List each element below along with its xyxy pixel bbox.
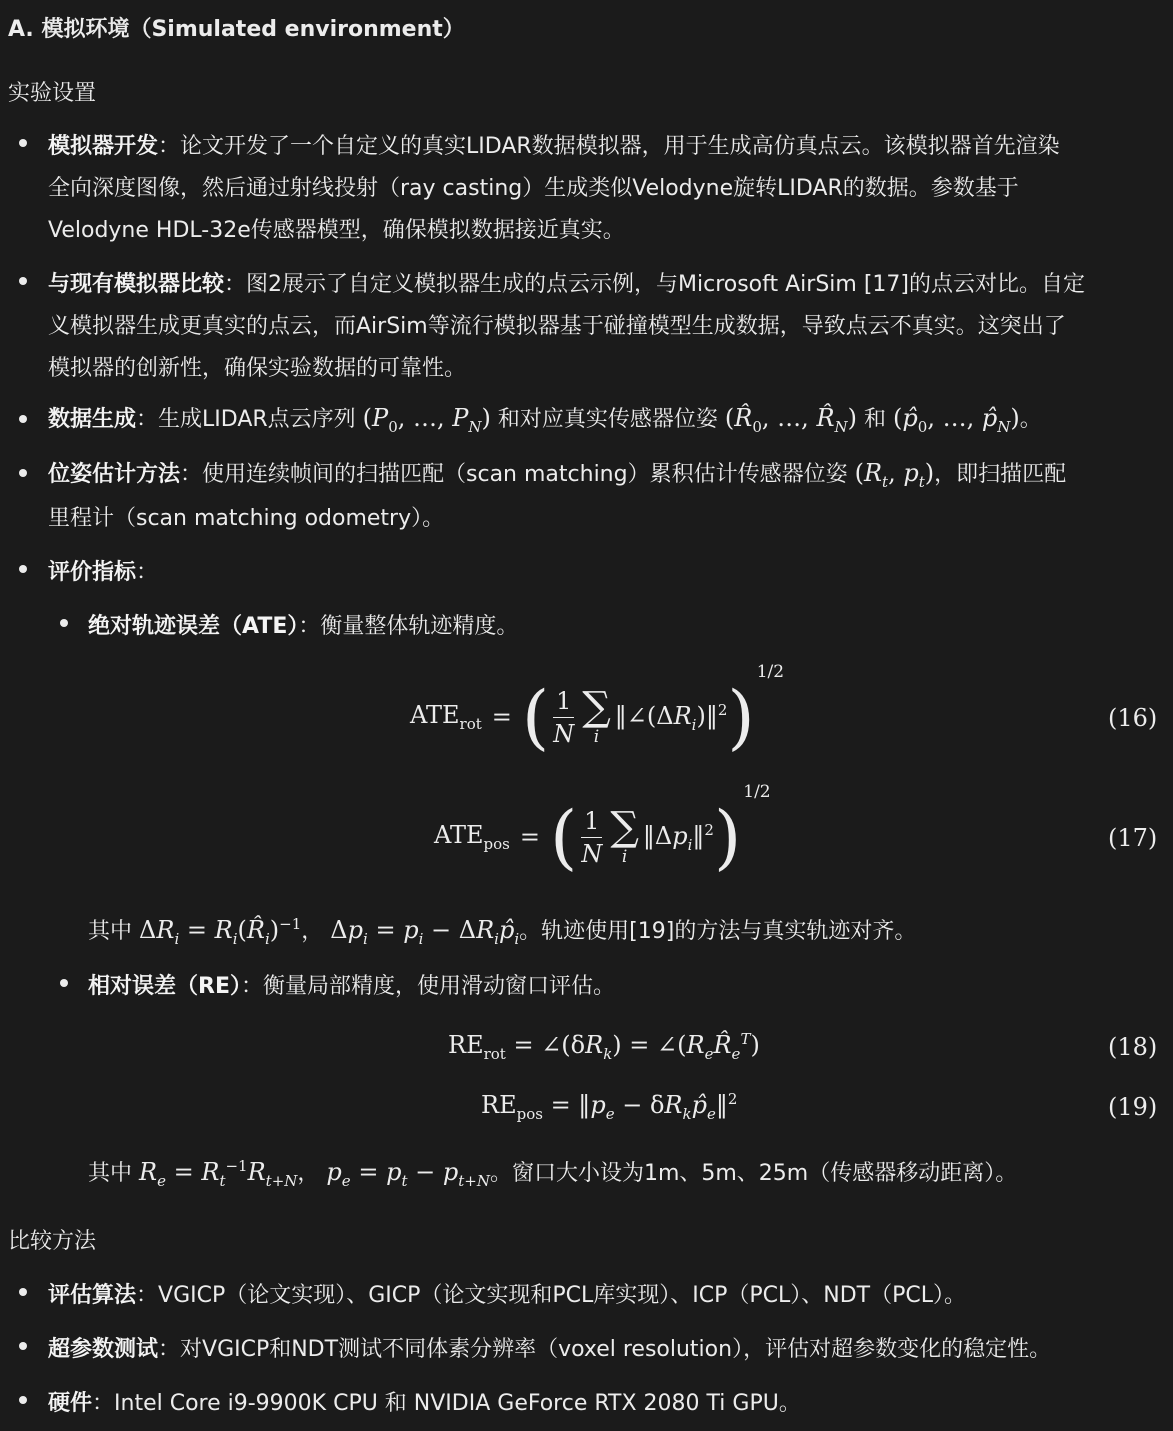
inline-math: ($R̂_0$, …, $R̂_N$) — [724, 404, 858, 436]
inline-math: ($R_t$, $p_t$) — [854, 459, 935, 491]
item-text: ：衡量局部精度，使用滑动窗口评估。 — [240, 974, 615, 999]
bullet-dot — [19, 1396, 27, 1404]
equation-number: (17) — [1108, 824, 1158, 852]
item-label: 相对误差（RE） — [88, 974, 241, 999]
bullet-dot — [19, 1288, 27, 1296]
list-item-ate — [88, 609, 518, 640]
item-text: ：对VGICP和NDT测试不同体素分辨率（voxel resolution），评估对超参数变化的稳定性。 — [158, 1337, 1052, 1362]
item-label: 位姿估计方法 — [48, 462, 181, 487]
item-text: ：VGICP（论文实现）、GICP（论文实现和PCL库实现）、ICP（PCL）、NDT（PCL）。 — [136, 1283, 967, 1308]
bullet-dot — [19, 1342, 27, 1350]
equation-17: $ATE_{pos}$ = ( $\frac{1}{N}$ ∑ i $‖\Delta p_i‖^2$ ) 1/2 — [434, 782, 771, 878]
item-text: ：使用连续帧间的扫描匹配（scan matching）累积估计传感器位姿 — [180, 462, 848, 487]
item-text-line: 全向深度图像，然后通过射线投射（ray casting）生成类似Velodyne旋转LIDAR的数据。参数基于 — [48, 176, 1019, 201]
item-label: 数据生成 — [48, 407, 137, 432]
equation-number: (19) — [1108, 1093, 1158, 1121]
subsection-title-comparison: 比较方法 — [8, 1229, 97, 1254]
item-text: ：论文开发了一个自定义的真实LIDAR数据模拟器，用于生成高仿真点云。该模拟器首先渲染 — [158, 134, 1060, 159]
bullet-dot — [60, 979, 68, 987]
list-item-re — [88, 969, 615, 1000]
item-text-line: 模拟器的创新性，确保实验数据的可靠性。 — [48, 356, 467, 381]
equation-19: $RE_{pos}$ = $‖p_e$ − $\delta R_kp̂_e‖^2$ — [481, 1090, 738, 1123]
inline-math: ($P_0$, …, $P_N$) — [362, 404, 491, 436]
item-label: 评估算法 — [48, 1283, 137, 1308]
item-text: ：生成LIDAR点云序列 — [136, 407, 356, 432]
re-definitions: 其中 $R_e = R_t^{-1}R_{t+N}$， $p_e = p_t - p_{t+N}$。窗口大小设为1m、5m、25m（传感器移动距离）。 — [88, 1157, 1018, 1190]
item-text-line: Velodyne HDL-32e传感器模型，确保模拟数据接近真实。 — [48, 218, 625, 243]
bullet-dot — [19, 469, 27, 477]
bullet-dot — [19, 277, 27, 285]
list-item-algorithms — [48, 1278, 966, 1309]
item-text: ：图2展示了自定义模拟器生成的点云示例，与Microsoft AirSim [17]的点云对比。自定 — [224, 272, 1085, 297]
item-text-line: 里程计（scan matching odometry）。 — [48, 506, 445, 531]
section-heading: A. 模拟环境（Simulated environment） — [8, 17, 465, 42]
item-label: 硬件 — [48, 1391, 93, 1416]
list-item-comparison — [48, 267, 1085, 298]
equation-number: (16) — [1108, 704, 1158, 732]
equation-16: $ATE_{rot}$ = ( $\frac{1}{N}$ ∑ i $‖\angle(\Delta R_i)‖^2$ ) 1/2 — [410, 662, 785, 758]
list-item-hyperparams — [48, 1332, 1051, 1363]
item-text: ：衡量整体轨迹精度。 — [298, 614, 519, 639]
list-item-metrics: 评价指标： — [48, 560, 159, 585]
list-item-pose-estimation: 位姿估计方法：使用连续帧间的扫描匹配（scan matching）累积估计传感器位姿 ($R_t$, $p_t$)，即扫描匹配 — [48, 459, 1067, 491]
list-item-simulator — [48, 129, 1060, 160]
equation-18: $RE_{rot}$ = $\angle(\delta R_k)$ = $\angle(R_eR̂_e^T)$ — [448, 1030, 760, 1063]
item-label: 超参数测试 — [48, 1337, 159, 1362]
bullet-dot — [19, 565, 27, 573]
item-label: 绝对轨迹误差（ATE） — [88, 614, 299, 639]
ate-definitions: 其中 $\Delta R_i$ = $R_i(R̂_i)^{-1}$， $\Delta p_i = p_i$ − $\Delta R_ip̂_i$。轨迹使用[19]的方法与真实轨迹对齐。 — [88, 915, 917, 948]
bullet-dot — [19, 415, 27, 423]
equation-number: (18) — [1108, 1033, 1158, 1061]
item-label: 模拟器开发 — [48, 134, 159, 159]
list-item-hardware — [48, 1386, 801, 1417]
bullet-dot — [60, 619, 68, 627]
item-text-line: 义模拟器生成更真实的点云，而AirSim等流行模拟器基于碰撞模型生成数据，导致点云不真实。这突出了 — [48, 314, 1066, 339]
subsection-title-setup: 实验设置 — [8, 81, 97, 106]
item-text: ：Intel Core i9-9900K CPU 和 NVIDIA GeForce RTX 2080 Ti GPU。 — [92, 1391, 801, 1416]
bullet-dot — [19, 139, 27, 147]
item-label: 与现有模拟器比较 — [48, 272, 225, 297]
inline-math: ($p̂_0$, …, $p̂_N$) — [893, 404, 1020, 436]
list-item-data-generation: 数据生成：生成LIDAR点云序列 ($P_0$, …, $P_N$) 和对应真实传感器位姿 ($R̂_0$, …, $R̂_N$) 和 ($p̂_0$, …, $p̂_N$)。 — [48, 404, 1042, 436]
item-label: 评价指标 — [48, 560, 137, 585]
